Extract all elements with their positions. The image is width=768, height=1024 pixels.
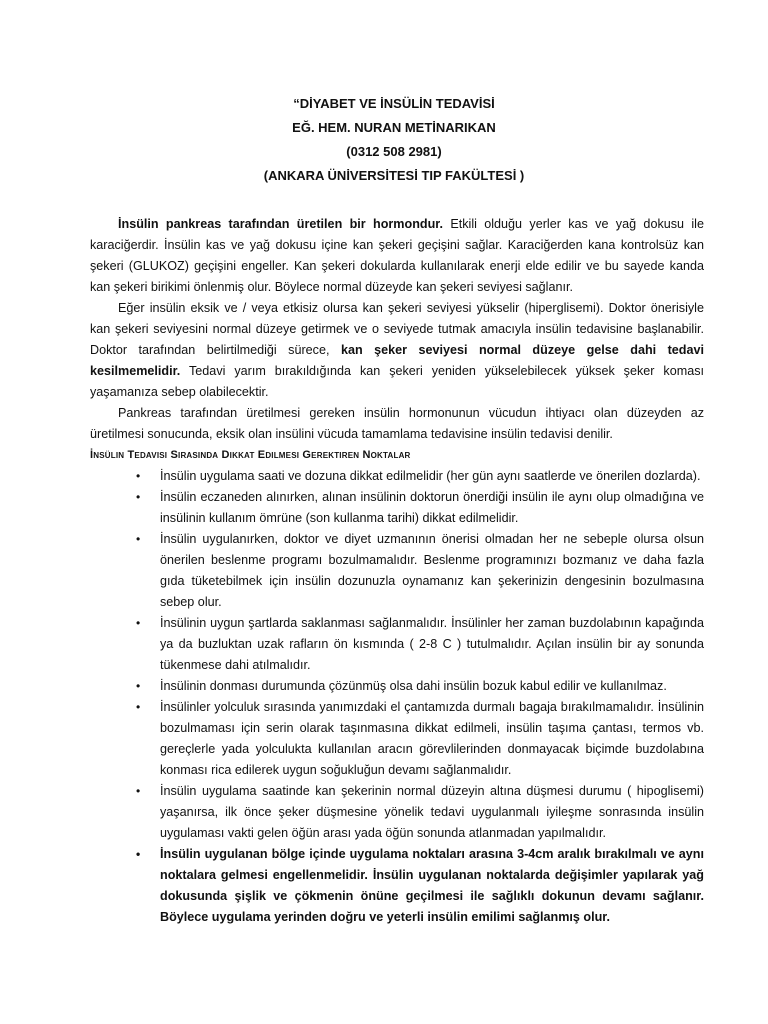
intro-paragraph-2-text-b: Tedavi yarım bırakıldığında kan şekeri yeniden yükselebilecek yüksek şeker koması yaşamanıza sebep olabilecektir.: [90, 364, 704, 399]
list-item: [90, 676, 704, 697]
intro-paragraph-3: Pankreas tarafından üretilmesi gereken insülin hormonunun vücudun ihtiyacı olan düzeyden az üretilmesi sonucunda, eksik olan insülini vücuda tamamlama tedavisine insülin tedavisi denilir.: [90, 406, 704, 441]
bullet-icon: •: [136, 469, 141, 483]
intro-paragraph-2-bold: kan şeker seviyesi normal düzeye gelse dahi tedavi kesilmemelidir.: [90, 343, 704, 378]
list-item: [90, 613, 704, 676]
list-item-text: İnsülinin uygun şartlarda saklanması sağlanmalıdır. İnsülinler her zaman buzdolabının kapağında ya da buzluktan uzak rafların ön kısmında ( 2-8 C ) tutulmalıdır. Açılan insülin bir ay sonunda tükenmese dahi atılmalıdır.: [160, 616, 704, 672]
author-phone: (0312 508 2981): [346, 144, 442, 159]
list-item-text: İnsülinin donması durumunda çözünmüş olsa dahi insülin bozuk kabul edilir ve kullanılmaz.: [160, 679, 667, 693]
author-name: EĞ. HEM. NURAN METİNARIKAN: [292, 120, 496, 135]
document-body: [90, 214, 704, 928]
section-heading: İnsülin Tedavisi Sırasında Dikkat Edilmesi Gerektiren Noktalar: [90, 449, 411, 461]
list-item-text: İnsülin uygulama saati ve dozuna dikkat edilmelidir (her gün aynı saatlerde ve önerilen dozlarda).: [160, 469, 701, 483]
list-item-text: İnsülinler yolculuk sırasında yanımızdaki el çantamızda durmalı bagaja bırakılmamalıdır. İnsülinin bozulmaması için serin olarak taşınmasına dikkat edilmeli, insülin taşıma çantası, termos vb. gereçlerle yada yolculukta kullanılan aracın görevlilerinden donmayacak biçimde buzdolabına konması rica edilerek uygun soğukluğun devamı sağlanmalıdır.: [160, 700, 704, 777]
intro-paragraph-1: [90, 214, 704, 298]
list-item-bold: [90, 844, 704, 928]
document-title: “DİYABET VE İNSÜLİN TEDAVİSİ: [293, 96, 495, 111]
document-header: [0, 92, 768, 188]
bullet-icon: •: [136, 490, 141, 504]
list-item: [90, 697, 704, 781]
list-item-text: İnsülin eczaneden alınırken, alınan insülinin doktorun önerdiği insülin ile aynı olup olmadığına ve insülinin kullanım ömrüne (son kullanma tarihi) dikkat edilmelidir.: [160, 490, 704, 525]
list-item: [90, 781, 704, 844]
bullet-icon: •: [136, 532, 141, 546]
list-item-text: İnsülin uygulanan bölge içinde uygulama noktaları arasına 3-4cm aralık bırakılmalı ve aynı noktalara gelmesi engellenmelidir. İnsülin uygulanan noktalarda değişimler yapılarak yağ dokusunda şişlik ve çökmenin önüne geçilmesi ile sağlıklı dokunun devamı sağlanır. Böylece uygulama yerinden doğru ve yeterli insülin emilimi sağlanmış olur.: [160, 847, 704, 924]
intro-paragraph-1-bold: İnsülin pankreas tarafından üretilen bir hormondur.: [118, 217, 443, 231]
bullet-icon: •: [136, 700, 141, 714]
list-item: [90, 529, 704, 613]
list-item: [90, 487, 704, 529]
bullet-list: [90, 466, 704, 928]
institution-name: (ANKARA ÜNİVERSİTESİ TIP FAKÜLTESİ ): [263, 168, 525, 183]
intro-paragraph-1-text: Etkili olduğu yerler kas ve yağ dokusu ile karaciğerdir. İnsülin kas ve yağ dokusu içine kan şekeri geçişini sağlar. Karaciğerden kana kontrolsüz kan şekeri (GLUKOZ) geçişini engeller. Kan şekeri dokularda kullanılarak enerji elde edilir ve bu sayede kanda kan şekeri birikimi önlenmiş olur. Böylece normal düzeyde kan şekeri seviyesi sağlanır.: [90, 217, 704, 294]
bullet-icon: •: [136, 847, 141, 861]
bullet-icon: •: [136, 784, 141, 798]
bullet-icon: •: [136, 679, 141, 693]
list-item-text: İnsülin uygulanırken, doktor ve diyet uzmanının önerisi olmadan her ne sebeple olursa olsun önerilen beslenme programı bozulmamalıdır. Beslenme programınızı bozmanız ve daha fazla gıda tüketebilmek için insülin dozunuzla oynamanız kan şekerinizin dengesinin bozulmasına sebep olur.: [160, 532, 704, 609]
intro-paragraph-2-text-a: Eğer insülin eksik ve / veya etkisiz olursa kan şekeri seviyesi yükselir (hiperglisemi). Doktor önerisiyle kan şekeri seviyesini normal düzeye getirmek ve o seviyede tutmak amacıyla insülin tedavisine başlanabilir. Doktor tarafından belirtilmediği sürece,: [90, 301, 704, 357]
bullet-icon: •: [136, 616, 141, 630]
list-item-text: İnsülin uygulama saatinde kan şekerinin normal düzeyin altına düşmesi durumu ( hipoglisemi) yaşanırsa, ilk önce şeker düşmesine yönelik tedavi uygulanmalı iyileşme sonrasında insülin uygulaması vakti gelen öğün arası yada öğün sonunda atlanmadan yapılmalıdır.: [160, 784, 704, 840]
intro-paragraph-2: [90, 298, 704, 403]
list-item: [90, 466, 704, 487]
